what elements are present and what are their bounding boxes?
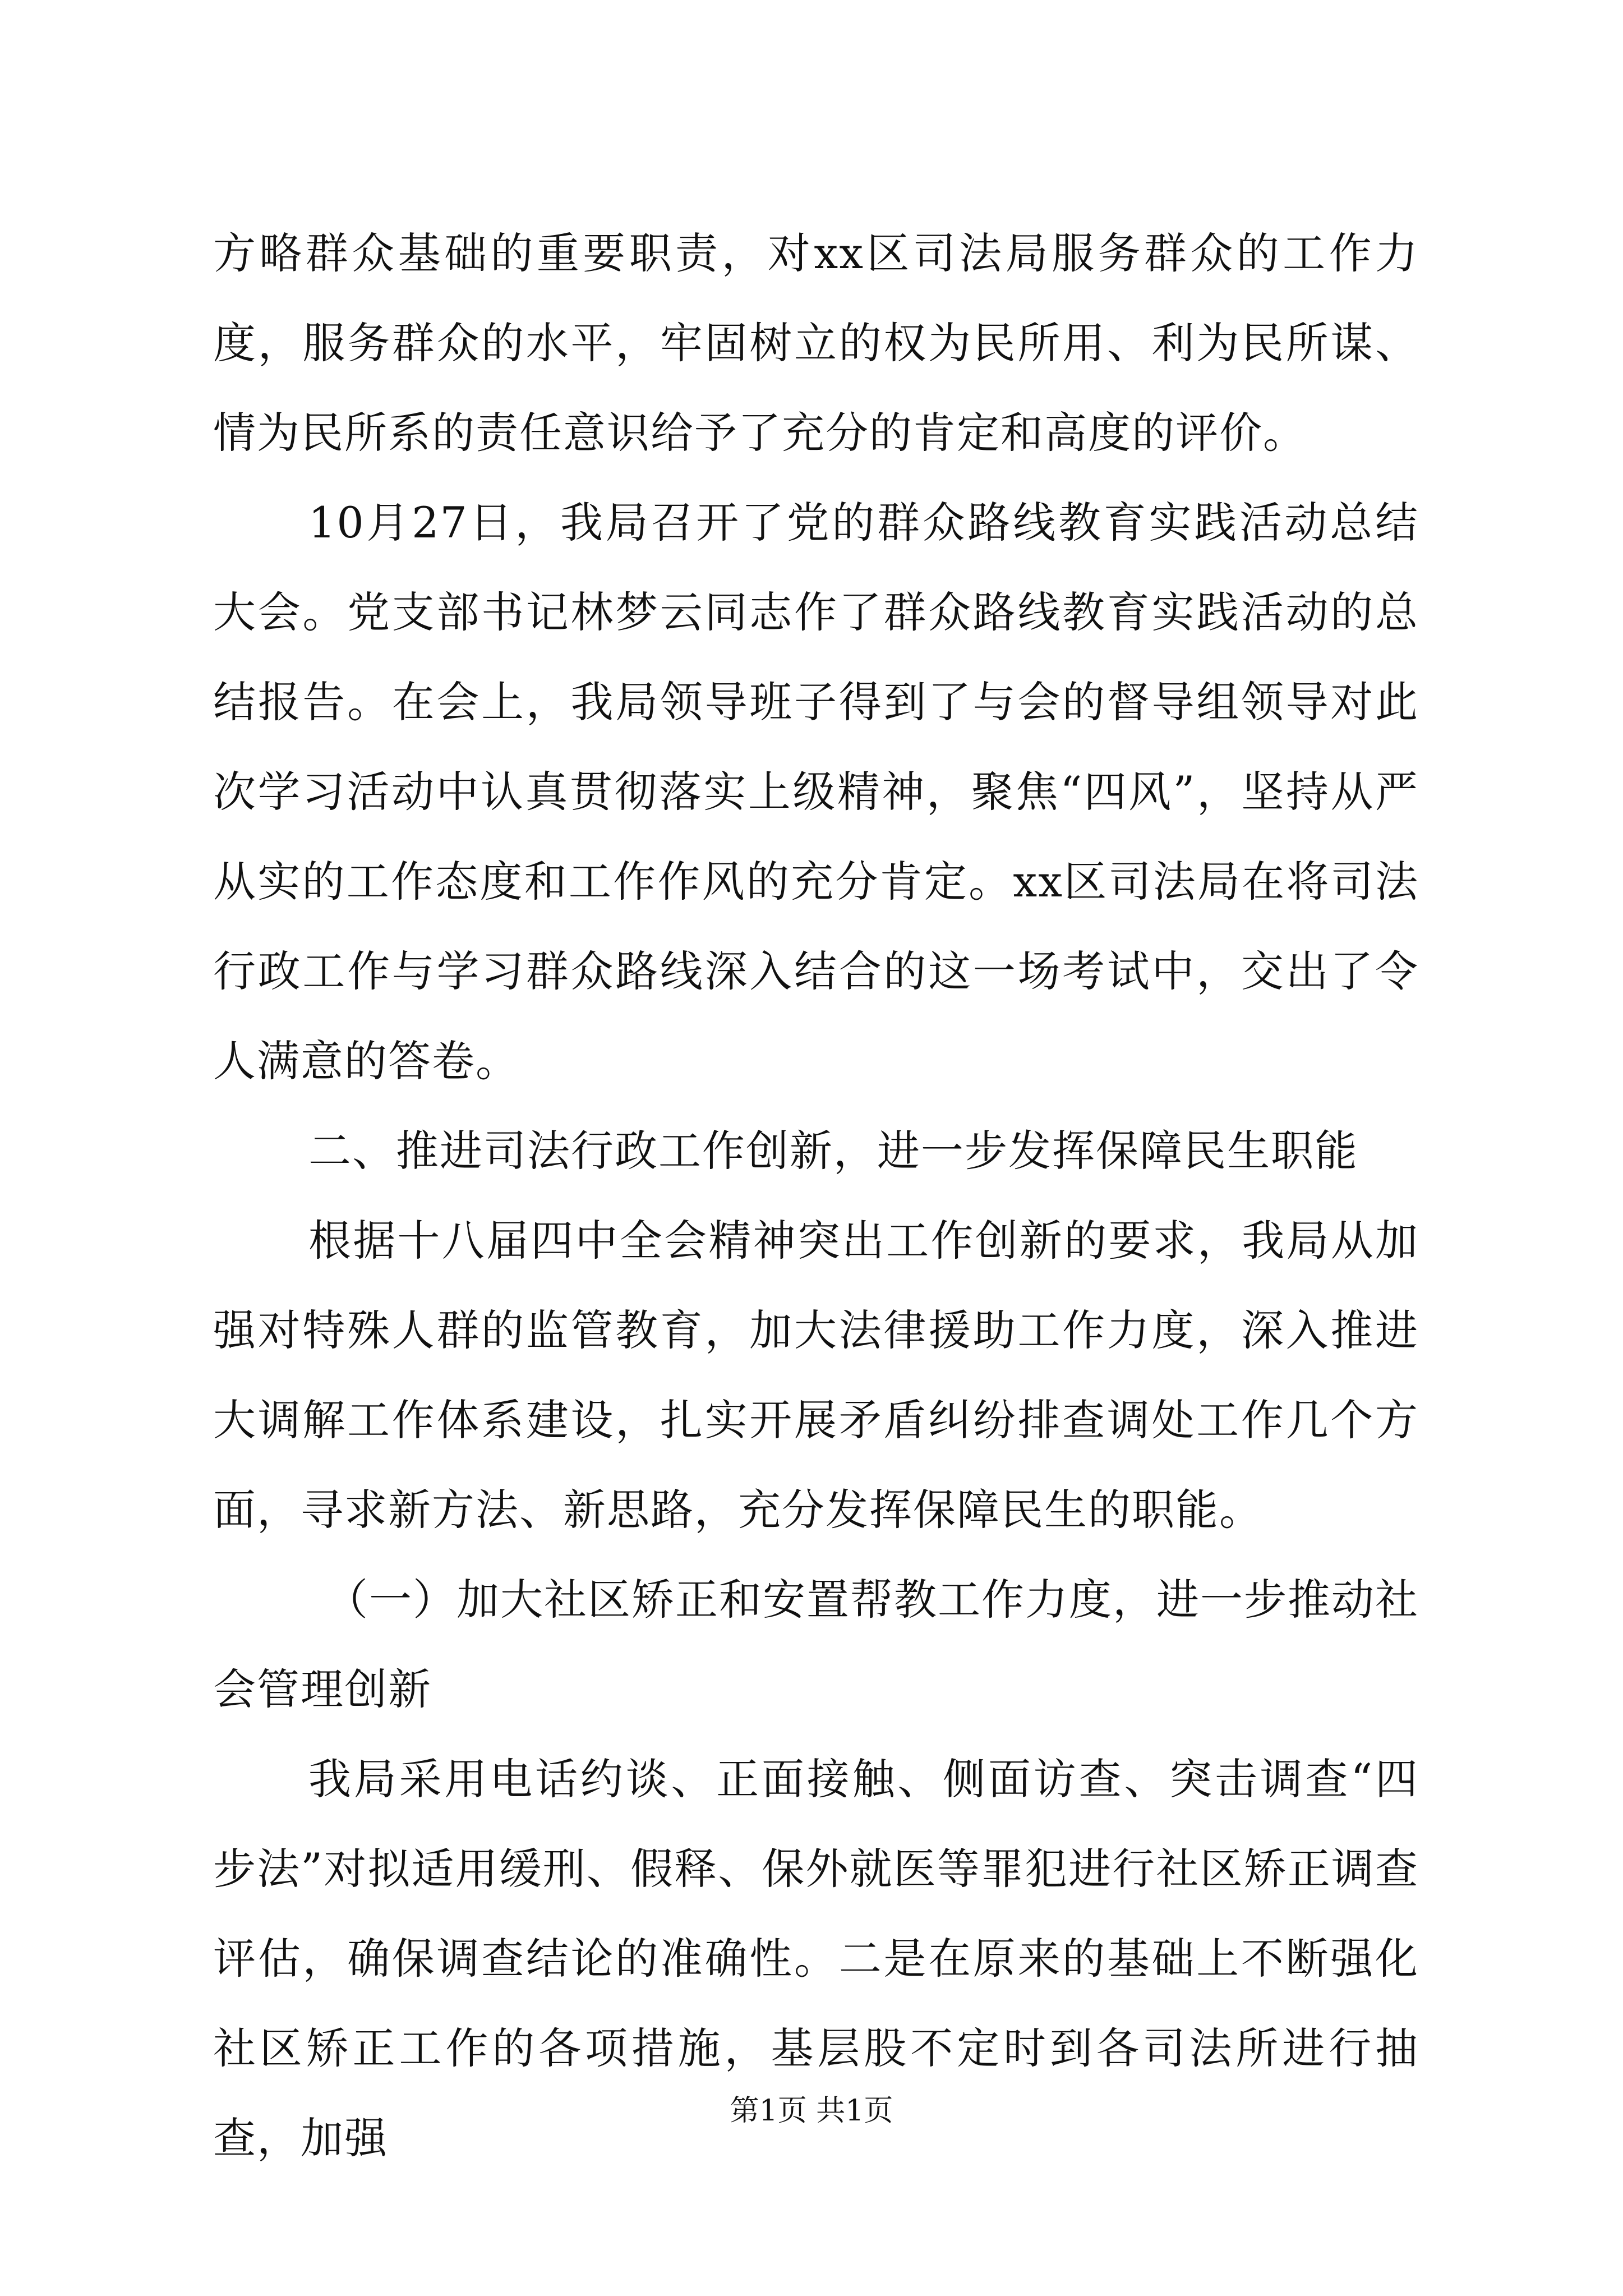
paragraph-continuation: 方略群众基础的重要职责，对xx区司法局服务群众的工作力度，服务群众的水平，牢固树立的权为民所用、利为民所谋、情为民所系的责任意识给予了充分的肯定和高度的评价。 xyxy=(213,228,1419,458)
paragraph-correction-measures: 我局采用电话约谈、正面接触、侧面访查、突击调查“四步法”对拟适用缓刑、假释、保外就医等罪犯进行社区矫正调查评估，确保调查结论的准确性。二是在原来的基础上不断强化社区矫正工作的各项措施，基层股不定时到各司法所进行抽查，加强 xyxy=(213,1754,1419,2163)
document-body xyxy=(213,209,1419,2183)
paragraph-meeting-summary: 10月27日，我局召开了党的群众路线教育实践活动总结大会。党支部书记林梦云同志作了群众路线教育实践活动的总结报告。在会上，我局领导班子得到了与会的督导组领导对此次学习活动中认真贯彻落实上级精神，聚焦“四风”，坚持从严从实的工作态度和工作作风的充分肯定。xx区司法局在将司法行政工作与学习群众路线深入结合的这一场考试中，交出了令人满意的答卷。 xyxy=(213,498,1419,1086)
section-heading-2: 二、推进司法行政工作创新，进一步发挥保障民生职能 xyxy=(308,1126,1358,1176)
page-footer: 第1页 共1页 xyxy=(730,2094,893,2128)
subsection-heading-1: （一）加大社区矫正和安置帮教工作力度，进一步推动社会管理创新 xyxy=(213,1575,1419,1714)
paragraph-innovation: 根据十八届四中全会精神突出工作创新的要求，我局从加强对特殊人群的监管教育，加大法律援助工作力度，深入推进大调解工作体系建设，扎实开展矛盾纠纷排查调处工作几个方面，寻求新方法、新思路，充分发挥保障民生的职能。 xyxy=(213,1216,1419,1535)
